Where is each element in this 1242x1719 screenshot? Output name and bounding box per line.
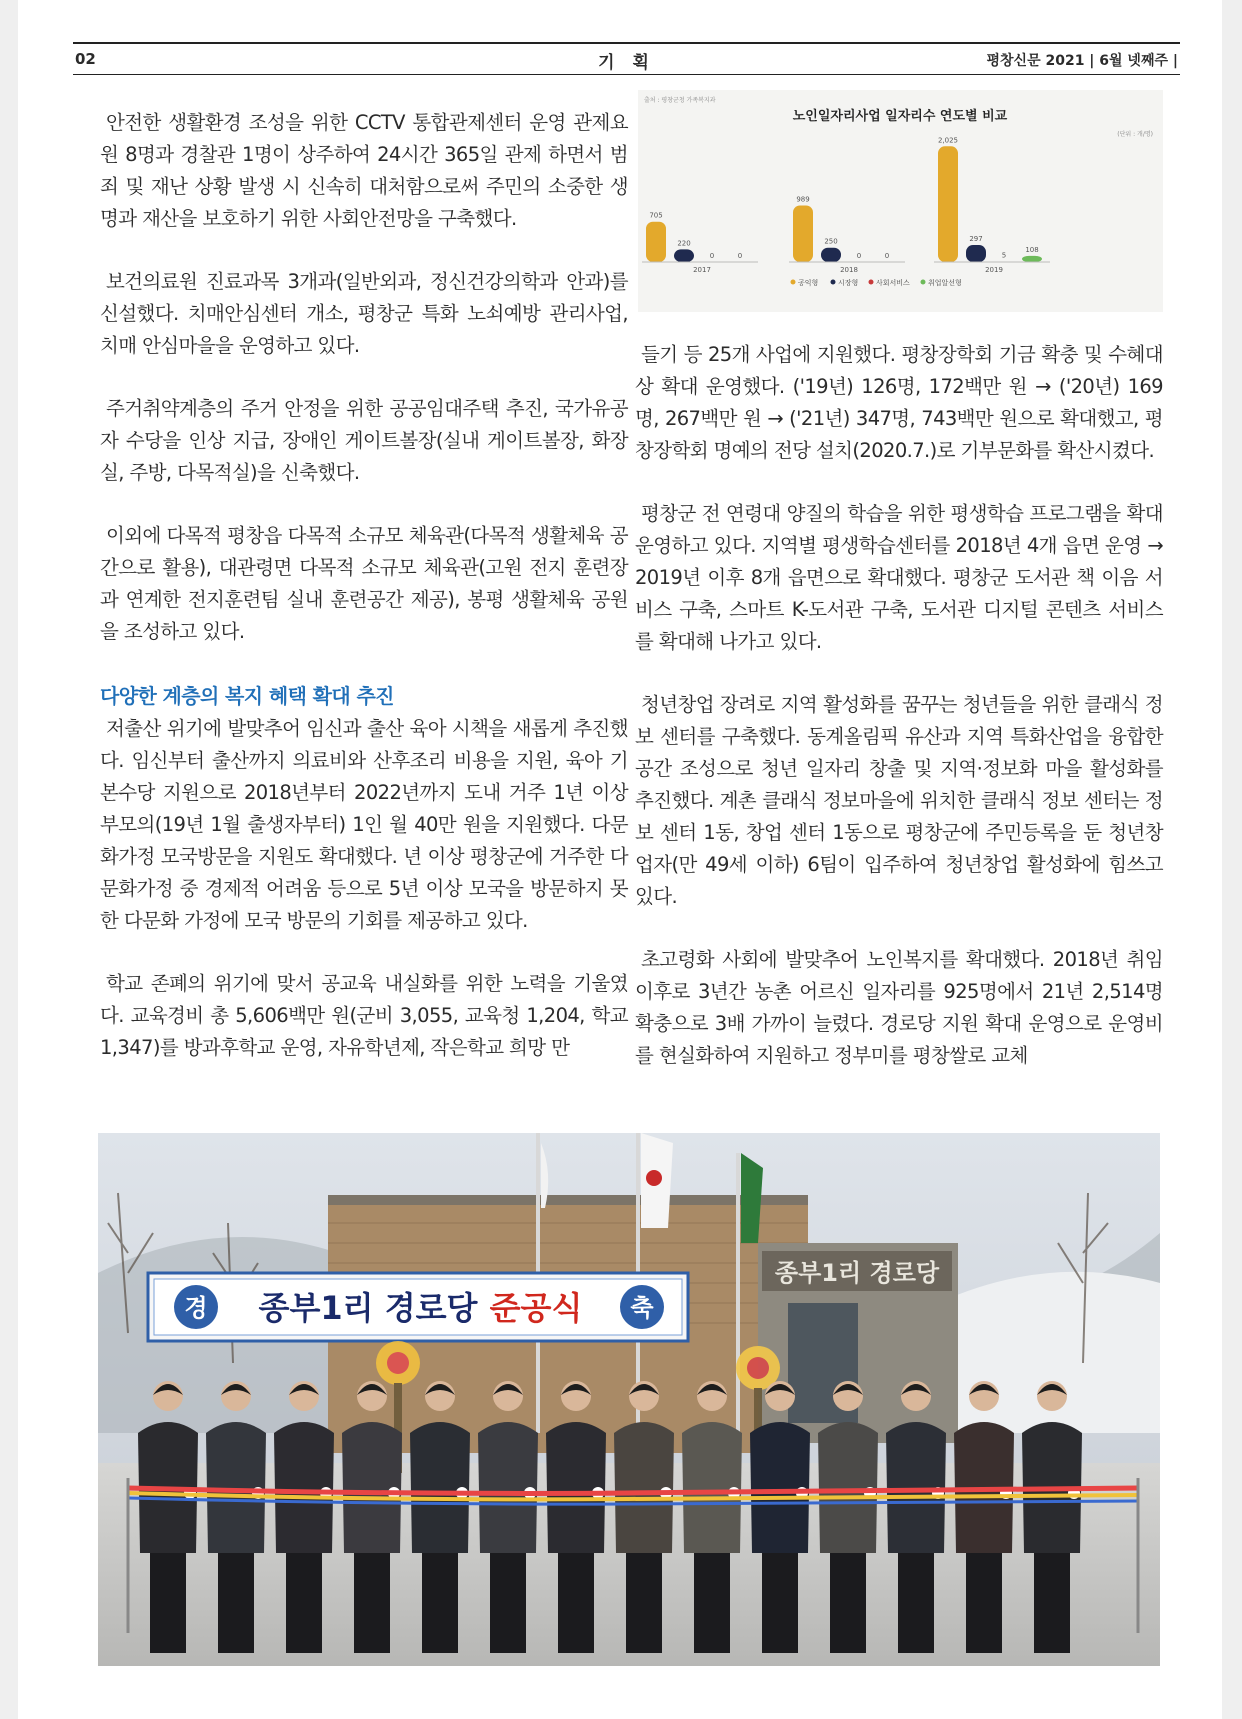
attendee-legs [898,1553,934,1653]
newspaper-page [18,0,1222,1719]
chart-title: 노인일자리사업 일자리수 연도별 비교 [792,109,1008,124]
legend-label: 시장형 [838,279,859,287]
attendee-legs [150,1553,186,1653]
banner-right-mark: 축 [630,1294,654,1322]
category-label: 2018 [840,266,858,274]
right-column [635,339,1163,1072]
banner-event: 준공식 [489,1289,583,1327]
chart-svg [638,90,1163,312]
category-label: 2019 [985,266,1003,274]
bar-value-label: 5 [1001,251,1007,260]
bar-value-label: 220 [677,239,691,248]
elderly-jobs-chart [638,90,1163,312]
paragraph-cctv: 안전한 생활환경 조성을 위한 CCTV 통합관제센터 운영 관제요원 8명과 경찰관 1명이 상주하여 24시간 365일 관제 하면서 범죄 및 재난 상황 발생 시 신속히 대처함으로써 주민의 소중한 생명과 재산을 보호하기 위한 사회안전망을 구축했다. [100,111,628,230]
legend-swatch [921,280,926,285]
bar-value-label: 250 [824,237,838,246]
attendee-legs [558,1553,594,1653]
bar-value-label: 297 [969,235,983,244]
attendee-legs [286,1553,322,1653]
paragraph-elderly-welfare: 초고령화 사회에 발맞추어 노인복지를 확대했다. 2018년 취임 이후로 3년간 농촌 어르신 일자리를 925명에서 21년 2,514명 확충으로 3배 가까이 늘렸다. 경로당 지원 확대 운영으로 운영비를 현실화하여 지원하고 정부미를 평창쌀로 교체 [635,948,1163,1067]
legend-swatch [831,280,836,285]
bar-value-label: 0 [856,252,862,260]
bar-value-label: 705 [649,211,663,220]
section-title: 기 획 [598,53,655,73]
paragraph-childbirth: 저출산 위기에 발맞추어 임신과 출산 육아 시책을 새롭게 추진했다. 임신부터 출산까지 의료비와 산후조리 비용을 지원, 육아 기본수당 지원으로 2018년부터 2022년까지 도내 거주 1년 이상 부모의(19년 1월 출생자부터) 1인 월 40만 원을 지원했다. 다문화가정 모국방문을 지원도 확대했다. 년 이상 평창군에 거주한 다문화가정 중 경제적 어려움 등으로 5년 이상 모국을 방문하지 못한 다문화 가정에 모국 방문의 기회를 제공하고 있다. [100,717,628,932]
category-label: 2017 [693,266,711,274]
publication-info: 평창신문 2021 | 6월 넷째주 | [986,53,1178,69]
legend-swatch [791,280,796,285]
bar-2017-공익형 [646,222,666,262]
bar-value-label: 0 [884,252,890,260]
attendee-legs [1034,1553,1070,1653]
paragraph-housing: 주거취약계층의 주거 안정을 위한 공공임대주택 추진, 국가유공자 수당을 인상 지급, 장애인 게이트볼장(실내 게이트볼장, 화장실, 주방, 다목적실)을 신축했다. [100,397,628,484]
bar-2018-시장형 [821,248,841,262]
ceremony-photo [98,1133,1160,1666]
attendee-legs [490,1553,526,1653]
left-column [100,107,628,1064]
attendee-legs [830,1553,866,1653]
chart-source: 출처 : 평창군청 가족복지과 [644,97,716,104]
attendee-legs [694,1553,730,1653]
legend-swatch [869,280,874,285]
bar-value-label: 2,025 [937,136,959,145]
page-header [73,42,1180,75]
legend-label: 사회서비스 [876,279,910,287]
bar-value-label: 989 [796,195,810,204]
bar-value-label: 108 [1025,245,1039,254]
attendee-legs [354,1553,390,1653]
banner-left-mark: 경 [184,1294,208,1322]
bar-value-label: 0 [737,252,743,260]
paragraph-education: 학교 존폐의 위기에 맞서 공교육 내실화를 위한 노력을 기울였다. 교육경비 총 5,606백만 원(군비 3,055, 교육청 1,204, 학교 1,347)를 방과후학교 운영, 자유학년제, 작은학교 희망 만 [100,972,628,1059]
paragraph-gym: 이외에 다목적 평창읍 다목적 소규모 체육관(다목적 생활체육 공간으로 활용), 대관령면 다목적 소규모 체육관(고원 전지 훈련장과 연계한 전지훈련팀 실내 훈련공간 제공), 봉평 생활체육 공원을 조성하고 있다. [100,524,628,643]
attendee-legs [762,1553,798,1653]
attendee-legs [626,1553,662,1653]
bar-2019-공익형 [938,146,958,262]
bar-2019-취업알선형 [1022,256,1042,262]
chart-unit: (단위 : 개/명) [1117,131,1153,138]
bar-2017-시장형 [674,249,694,262]
bar-2018-공익형 [793,205,813,262]
paragraph-lifelong-learning: 평창군 전 연령대 양질의 학습을 위한 평생학습 프로그램을 확대 운영하고 있다. 지역별 평생학습센터를 2018년 4개 읍면 운영 → 2019년 이후 8개 읍면으로 확대했다. 평창군 도서관 책 이음 서비스 구축, 스마트 K-도서관 구축, 도서관 디지털 콘텐츠 서비스를 확대해 나가고 있다. [635,502,1163,653]
ceremony-photo-illustration [98,1133,1160,1666]
legend-label: 취업알선형 [928,279,962,287]
paragraph-health: 보건의료원 진료과목 3개과(일반외과, 정신건강의학과 안과)를 신설했다. 치매안심센터 개소, 평창군 특화 노쇠예방 관리사업, 치매 안심마을을 운영하고 있다. [100,270,628,357]
page-number: 02 [75,50,96,68]
paragraph-scholarship: 들기 등 25개 사업에 지원했다. 평창장학회 기금 확충 및 수혜대상 확대 운영했다. ('19년) 126명, 172백만 원 → ('20년) 169명, 267백만 원 → ('21년) 347명, 743백만 원으로 확대했고, 평창장학회 명예의 전당 설치(2020.7.)로 기부문화를 확산시켰다. [635,343,1163,462]
legend-label: 공익형 [798,279,819,287]
attendee-legs [422,1553,458,1653]
ceremony-banner [148,1273,688,1341]
banner-name: 종부1리 경로당 [258,1289,478,1327]
attendee-legs [218,1553,254,1653]
building-sign: 종부1리 경로당 [774,1259,940,1287]
section-heading: 다양한 계층의 복지 혜택 확대 추진 [100,684,394,708]
attendee-legs [966,1553,1002,1653]
bar-value-label: 0 [709,252,715,260]
bar-2019-시장형 [966,245,986,262]
paragraph-youth-startup: 청년창업 장려로 지역 활성화를 꿈꾸는 청년들을 위한 클래식 정보 센터를 구축했다. 동계올림픽 유산과 지역 특화산업을 융합한 공간 조성으로 청년 일자리 창출 및 지역·정보화 마을 활성화를 추진했다. 계촌 클래식 정보마을에 위치한 클래식 정보 센터는 정보 센터 1동, 창업 센터 1동으로 평창군에 주민등록을 둔 청년창업자(만 49세 이하) 6팀이 입주하여 청년창업 활성화에 힘쓰고 있다. [635,693,1163,908]
